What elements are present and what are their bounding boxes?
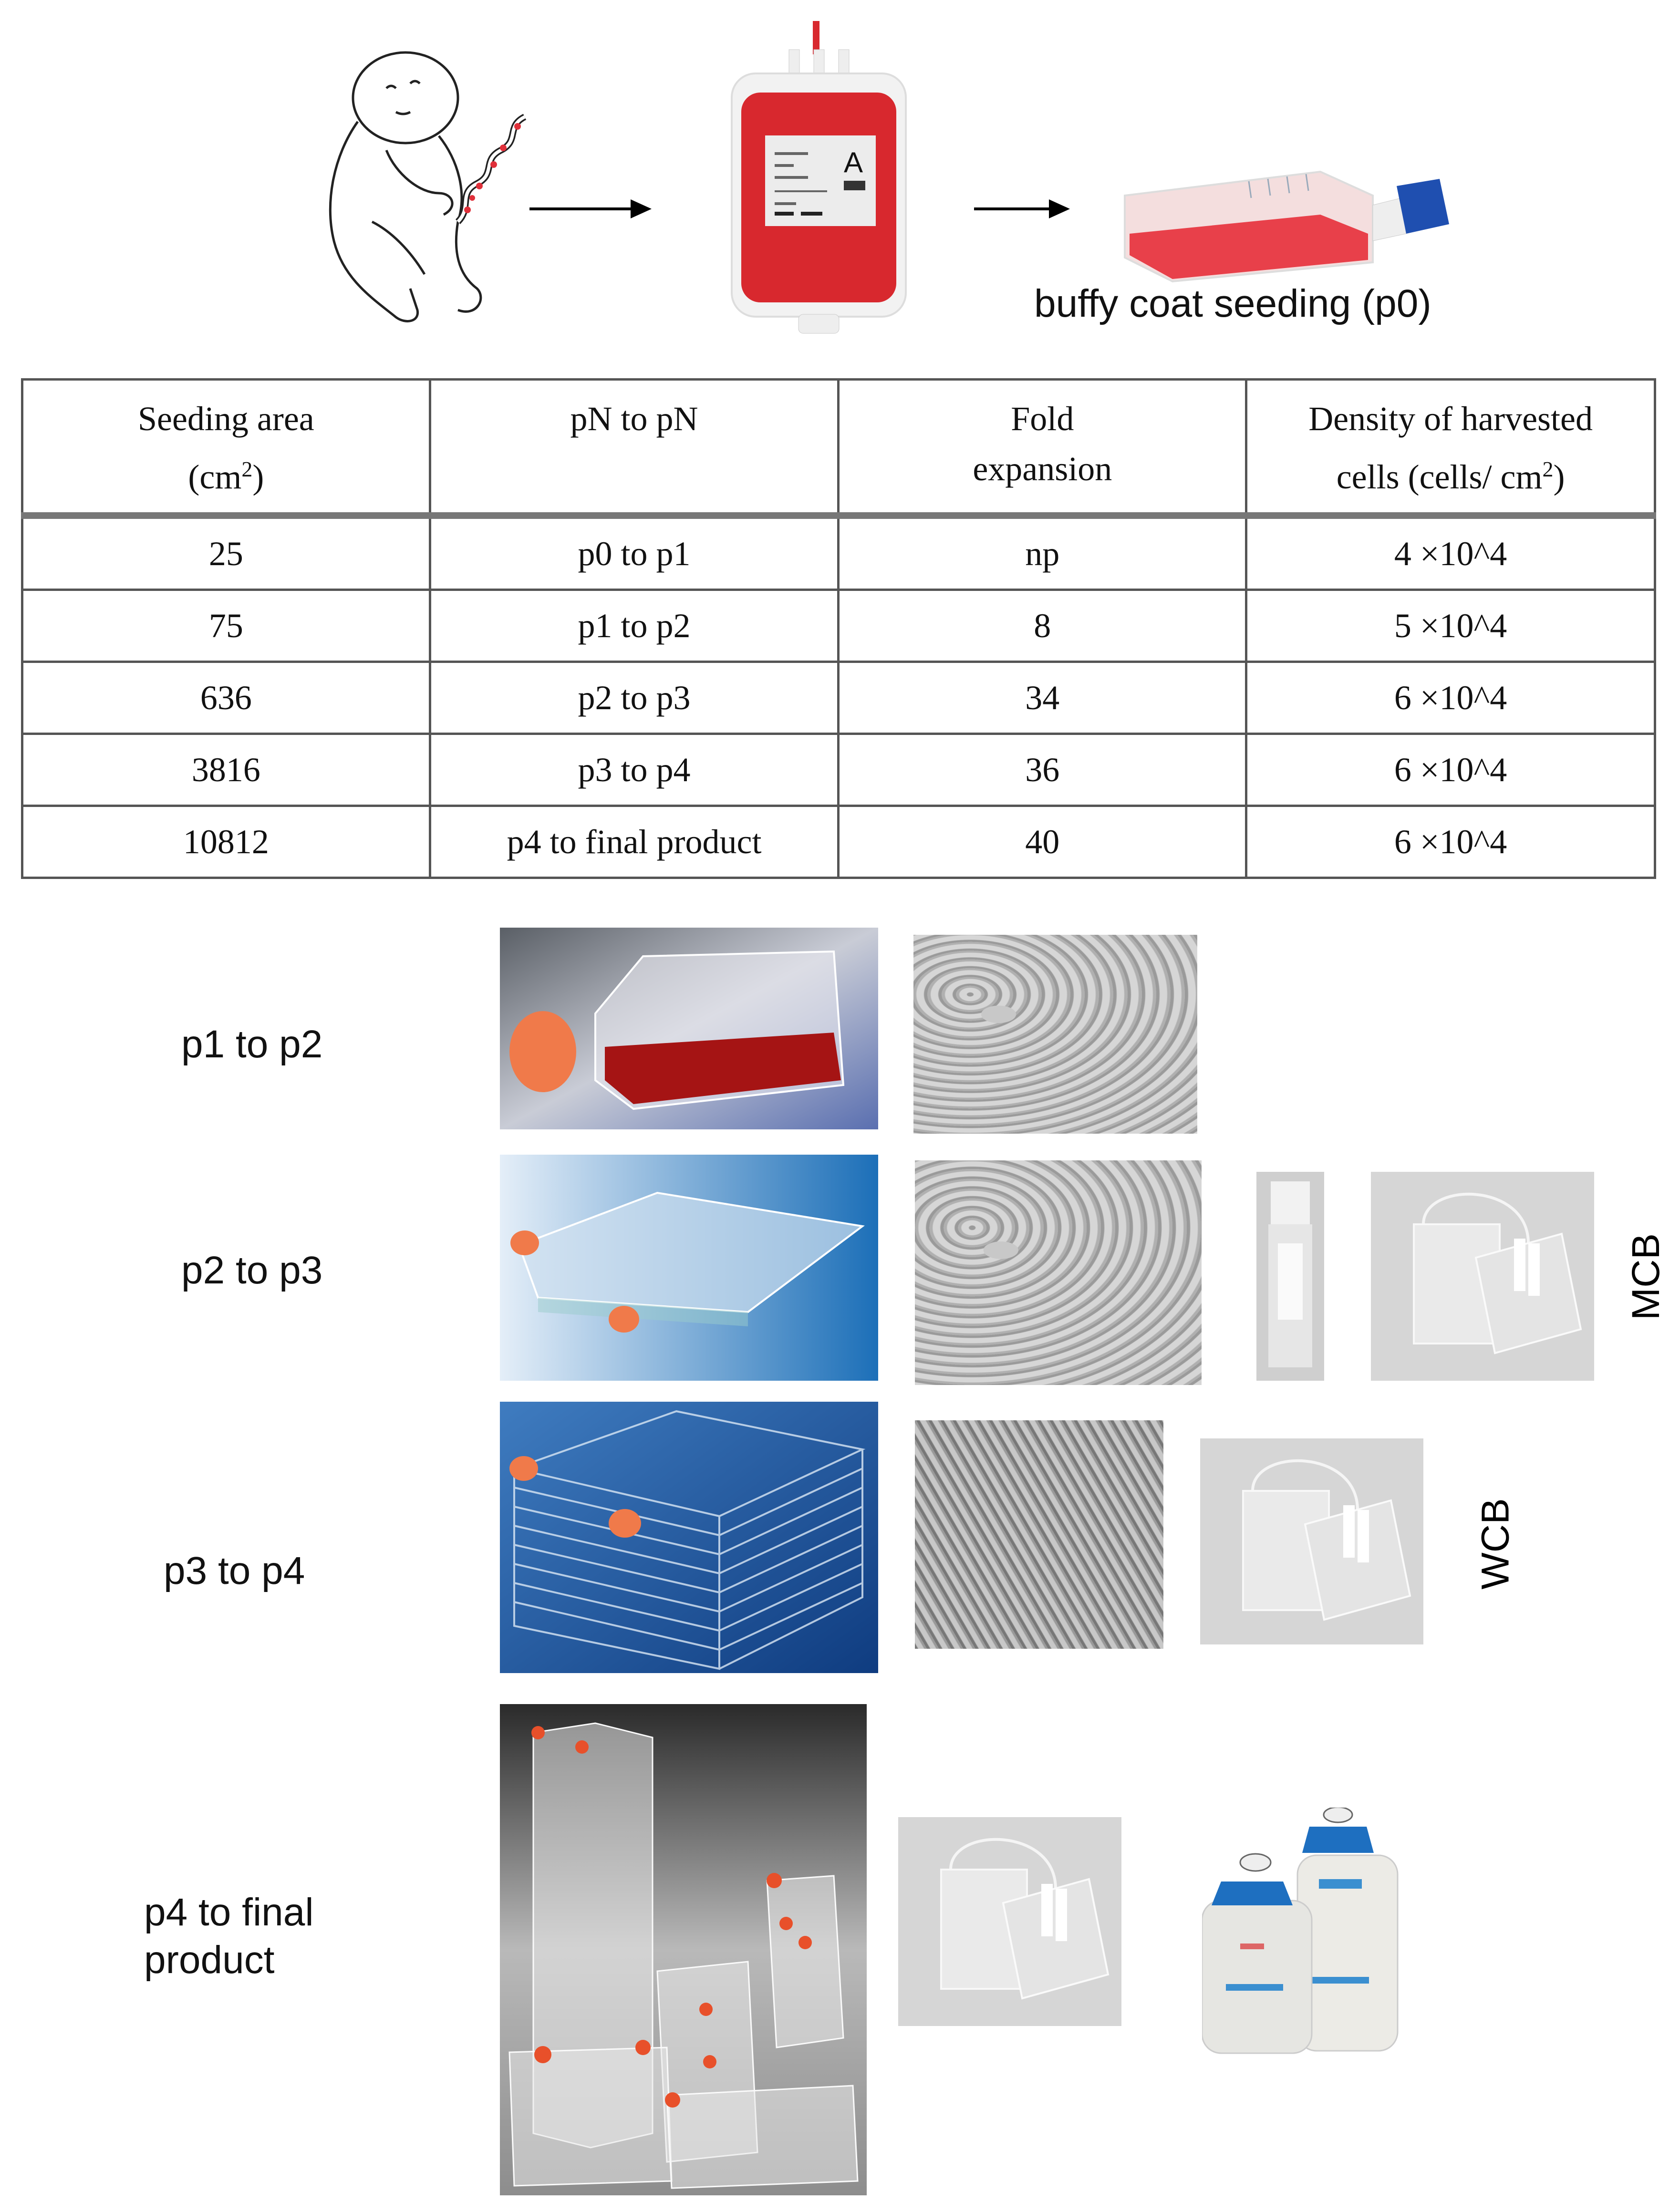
- stage-label-line: product: [144, 1938, 275, 1982]
- newborn-umbilical-cord-drawing: [315, 50, 534, 327]
- mcb-label: MCB: [1624, 1233, 1668, 1321]
- table-row: [22, 516, 1655, 590]
- cell: 6 ×10^4: [1246, 662, 1655, 734]
- stage-label-p2-p3: p2 to p3: [181, 1249, 323, 1292]
- cell: 40: [839, 806, 1246, 878]
- blood-type-label: A: [844, 146, 863, 178]
- cellstack-40-photo: [500, 1704, 867, 2195]
- stage-label-p1-p2: p1 to p2: [181, 1023, 323, 1066]
- header-seeding-area: Seeding area $(cm^2)$: [22, 380, 430, 516]
- cryovial-photo: [1256, 1172, 1324, 1381]
- stage-label-line: p4 to final: [144, 1891, 314, 1934]
- t175-flask-photo: [500, 928, 878, 1129]
- buffy-coat-caption: buffy coat seeding (p0): [1034, 282, 1431, 325]
- cell: 34: [839, 662, 1246, 734]
- cell: 3816: [22, 734, 430, 806]
- cell: p1 to p2: [430, 590, 839, 662]
- header-density: Density of harvested cells (cells/ $cm^2$): [1246, 380, 1655, 516]
- cell: 6 ×10^4: [1246, 734, 1655, 806]
- cell: 25: [22, 516, 430, 590]
- table-header-row: [22, 380, 1655, 516]
- cell-micrograph: [913, 935, 1197, 1134]
- cell: p4 to final product: [430, 806, 839, 878]
- cell: np: [839, 516, 1246, 590]
- header-passage: pN to pN: [430, 380, 839, 516]
- wcb-label: WCB: [1473, 1498, 1517, 1590]
- cellstack-2-photo: [500, 1155, 878, 1381]
- arrow-right-icon: [974, 207, 1067, 210]
- liquid-nitrogen-dewars-photo: [1202, 1808, 1479, 2056]
- cryobag-photo: [1200, 1438, 1423, 1644]
- cell: 10812: [22, 806, 430, 878]
- table-row: [22, 734, 1655, 806]
- cell: 6 ×10^4: [1246, 806, 1655, 878]
- stage-label-p4-final: [144, 1889, 314, 1984]
- table-row: [22, 806, 1655, 878]
- cell-micrograph: [915, 1160, 1202, 1385]
- cryobag-photo: [1371, 1172, 1594, 1381]
- table-row: [22, 590, 1655, 662]
- cell: p3 to p4: [430, 734, 839, 806]
- arrow-right-icon: [529, 207, 649, 210]
- cell: 75: [22, 590, 430, 662]
- cell: 636: [22, 662, 430, 734]
- cell: 36: [839, 734, 1246, 806]
- cell: 4 ×10^4: [1246, 516, 1655, 590]
- cell: p0 to p1: [430, 516, 839, 590]
- culture-flask-icon: [1115, 153, 1459, 286]
- cellstack-10-photo: [500, 1402, 878, 1673]
- cryobag-photo: [898, 1817, 1121, 2026]
- cell: 8: [839, 590, 1246, 662]
- stage-label-p3-p4: p3 to p4: [164, 1549, 305, 1592]
- blood-bag-icon: [727, 21, 911, 339]
- cell-micrograph: [915, 1420, 1163, 1649]
- header-fold-expansion: Fold expansion: [839, 380, 1246, 516]
- table-row: [22, 662, 1655, 734]
- expansion-table: [21, 378, 1656, 879]
- cell: p2 to p3: [430, 662, 839, 734]
- cell: 5 ×10^4: [1246, 590, 1655, 662]
